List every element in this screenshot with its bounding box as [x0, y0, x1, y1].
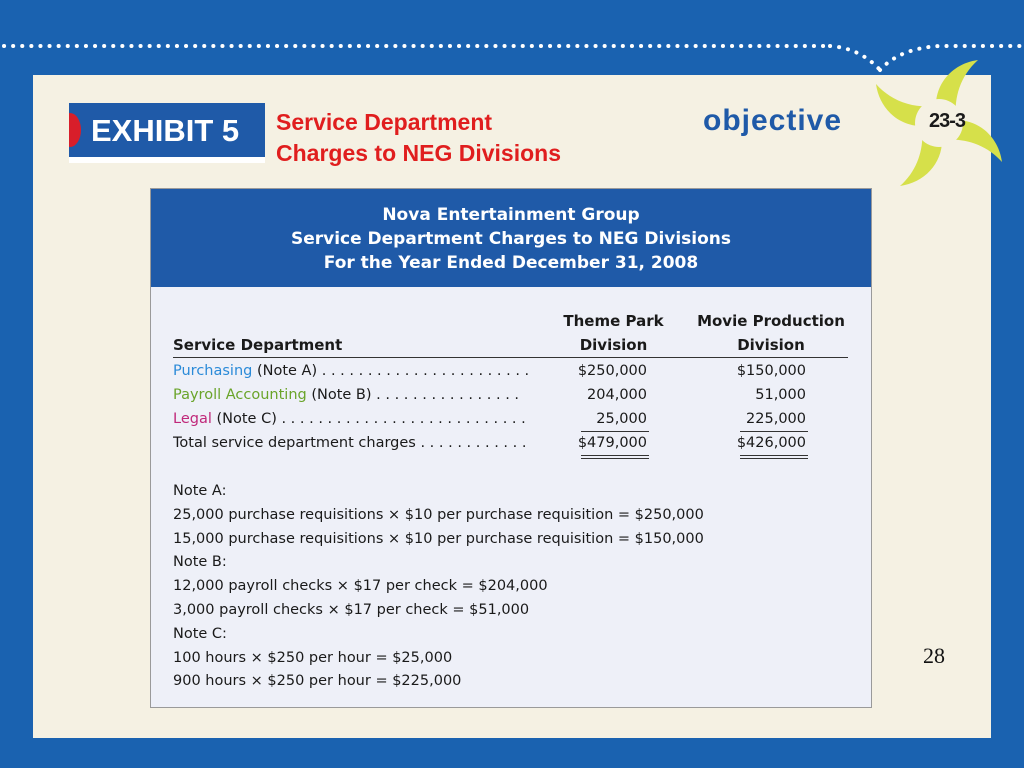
note-a-heading: Note A: — [173, 483, 227, 499]
column-header-service-department: Service Department — [173, 336, 343, 354]
objective-number: 23-3 — [928, 110, 966, 132]
note-c-heading: Note C: — [173, 626, 227, 642]
dept-purchasing: Purchasing — [173, 363, 253, 379]
movie-production-header-line2: Division — [737, 336, 805, 354]
row-total-label: Total service department charges . . . . . . . . . . . . — [173, 435, 527, 451]
header-rule — [173, 357, 848, 358]
note-b-line2: 3,000 payroll checks × $17 per check = $51,000 — [173, 602, 530, 618]
payroll-theme-park: 204,000 — [587, 387, 647, 403]
total-double-rule-theme-park-1 — [581, 455, 649, 456]
note-c-line2: 900 hours × $250 per hour = $225,000 — [173, 673, 462, 689]
legal-movie-production: 225,000 — [746, 411, 806, 427]
exhibit-underline — [69, 157, 265, 163]
report-period: For the Year Ended December 31, 2008 — [323, 253, 699, 273]
purchasing-movie-production: $150,000 — [736, 363, 806, 379]
legal-theme-park: 25,000 — [596, 411, 647, 427]
page-number: 28 — [923, 643, 945, 668]
note-a-line1: 25,000 purchase requisitions × $10 per purchase requisition = $250,000 — [173, 507, 704, 523]
note-ref-b: (Note B) . . . . . . . . . . . . . . . . — [306, 387, 520, 403]
column-header-movie-production — [691, 309, 851, 357]
dept-payroll-accounting: Payroll Accounting — [173, 387, 307, 403]
theme-park-header-line2: Division — [579, 336, 648, 354]
note-a-line2: 15,000 purchase requisitions × $10 per purchase requisition = $150,000 — [173, 531, 704, 547]
slide-title-line2: Charges to NEG Divisions — [276, 140, 562, 166]
movie-production-header-line1: Movie Production — [697, 312, 845, 330]
exhibit-badge — [69, 103, 265, 157]
total-double-rule-theme-park-2 — [581, 458, 649, 459]
subtotal-rule-theme-park — [581, 431, 649, 432]
report-title: Service Department Charges to NEG Divisions — [290, 229, 732, 249]
purchasing-theme-park: $250,000 — [577, 363, 647, 379]
note-b-heading: Note B: — [173, 554, 227, 570]
exhibit-red-marker — [69, 113, 81, 147]
exhibit-table — [150, 188, 872, 708]
exhibit-header — [151, 189, 871, 287]
exhibit-label: EXHIBIT 5 — [91, 113, 240, 148]
total-double-rule-movie-2 — [740, 458, 808, 459]
row-payroll-label — [173, 387, 533, 403]
total-theme-park: $479,000 — [577, 435, 647, 451]
subtotal-rule-movie-production — [740, 431, 808, 432]
note-b-line1: 12,000 payroll checks × $17 per check = $204,000 — [173, 578, 548, 594]
total-double-rule-movie-1 — [740, 455, 808, 456]
slide-title — [276, 107, 656, 169]
note-c-line1: 100 hours × $250 per hour = $25,000 — [173, 650, 453, 666]
row-purchasing-label — [173, 363, 533, 379]
theme-park-header-line1: Theme Park — [563, 312, 664, 330]
payroll-movie-production: 51,000 — [755, 387, 806, 403]
row-legal-label — [173, 411, 533, 427]
dept-legal: Legal — [173, 411, 212, 427]
slide-title-line1: Service Department — [276, 109, 493, 135]
note-ref-a: (Note A) . . . . . . . . . . . . . . . . . . . . . . . — [252, 363, 530, 379]
objective-label: objective — [703, 104, 843, 137]
note-ref-c: (Note C) . . . . . . . . . . . . . . . . . . . . . . . . . . . — [211, 411, 526, 427]
total-movie-production: $426,000 — [736, 435, 806, 451]
column-header-theme-park — [546, 309, 681, 357]
company-name: Nova Entertainment Group — [382, 205, 640, 225]
